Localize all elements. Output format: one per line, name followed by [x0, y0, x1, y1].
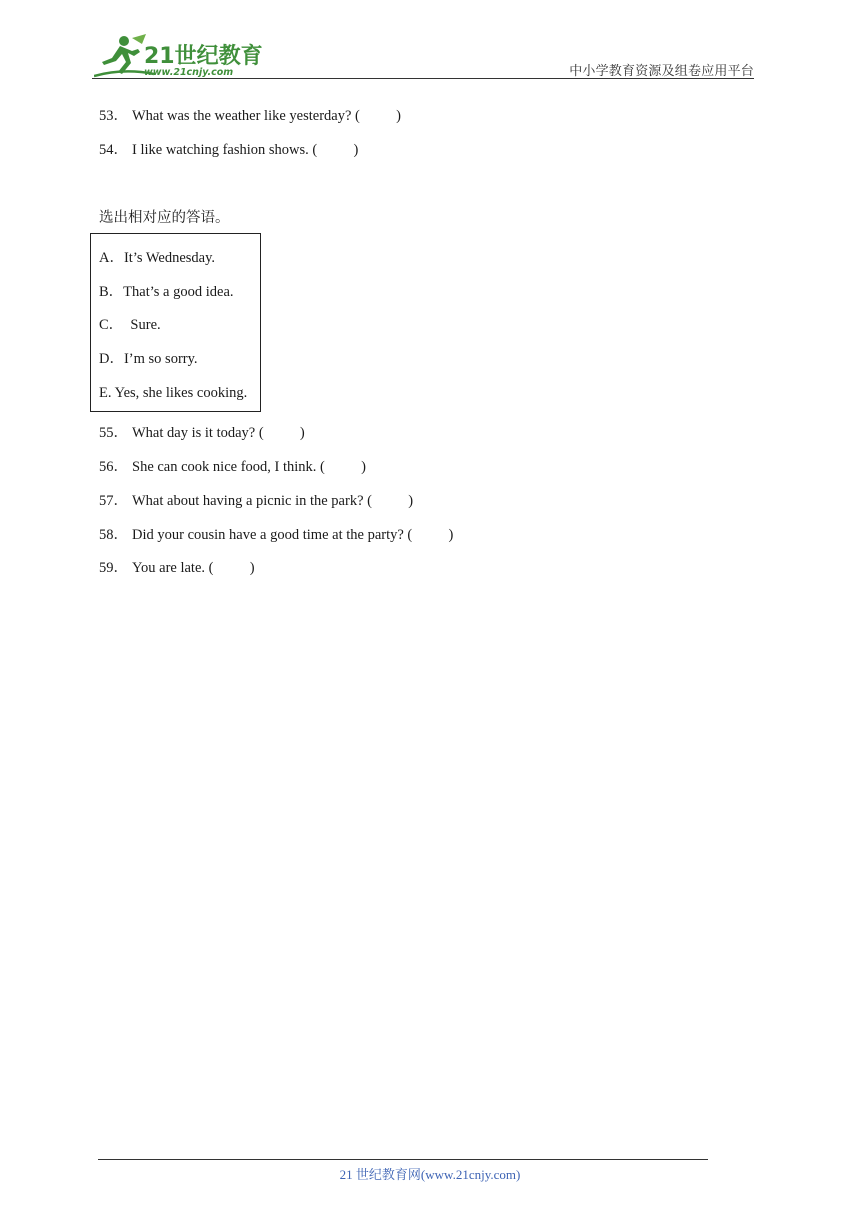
question-59: 59． You are late. ( ) — [99, 560, 255, 576]
question-58: 58． Did your cousin have a good time at the party? ( ) — [99, 527, 454, 543]
option-e: E. Yes, she likes cooking. — [99, 385, 248, 401]
option-c: C． Sure. — [99, 317, 161, 333]
question-54: 54． I like watching fashion shows. ( ) — [99, 142, 359, 158]
platform-name: 中小学教育资源及组卷应用平台 — [569, 63, 754, 78]
header-divider — [92, 78, 754, 79]
option-d: D．I’m so sorry. — [99, 351, 198, 367]
option-a: A．It’s Wednesday. — [99, 250, 216, 266]
site-logo — [94, 32, 264, 78]
question-57: 57． What about having a picnic in the park? ( ) — [99, 493, 414, 509]
section-instruction: 选出相对应的答语。 — [99, 210, 230, 226]
footer-site-link[interactable]: 21 世纪教育网(www.21cnjy.com) — [339, 1167, 521, 1182]
option-b: B．That’s a good idea. — [99, 284, 234, 300]
question-55: 55． What day is it today? ( ) — [99, 425, 305, 441]
question-53: 53． What was the weather like yesterday? ( ) — [99, 108, 401, 124]
question-56: 56． She can cook nice food, I think. ( ) — [99, 459, 366, 475]
footer-divider — [98, 1159, 708, 1160]
logo-text: 21世纪教育 — [144, 44, 263, 69]
logo-url: www.21cnjy.com — [144, 67, 234, 78]
